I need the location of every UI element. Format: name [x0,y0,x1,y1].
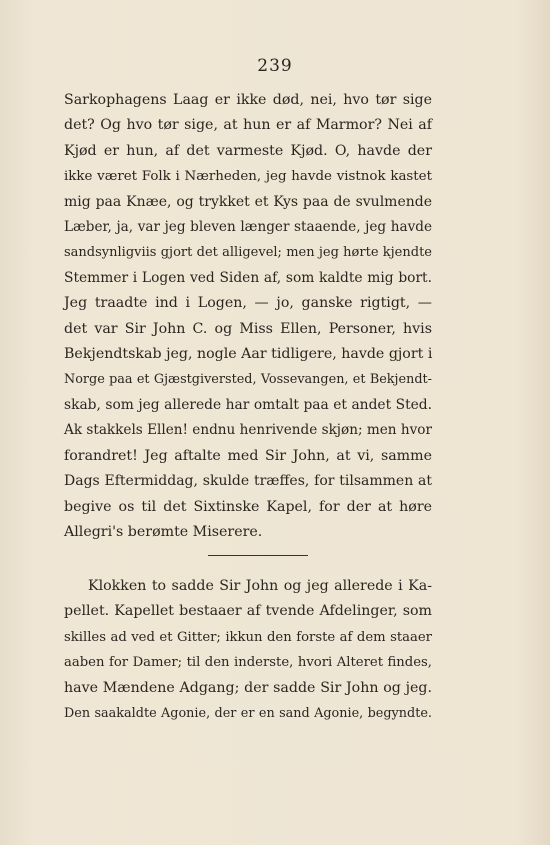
text-line: have Mændene Adgang; der sadde Sir John og jeg. [64,679,432,696]
text-line: ikke været Folk i Nærheden, jeg havde vistnok kastet [64,169,432,185]
text-line: det? Og hvo tør sige, at hun er af Marmor? Nei af [64,117,432,134]
text-line: Stemmer i Logen ved Siden af, som kaldte mig bort. [64,269,432,286]
text-line: Allegri's berømte Miserere. [64,523,263,540]
section-divider [208,555,308,556]
text-line: Læber, ja, var jeg bleven længer staaende, jeg havde [64,219,432,236]
text-line: begive os til det Sixtinske Kapel, for der at høre [64,498,432,515]
text-line: skilles ad ved et Gitter; ikkun den forste af dem staaer [64,629,432,645]
text-line: pellet. Kapellet bestaaer af tvende Afdelinger, som [64,603,432,620]
text-line: Dags Eftermiddag, skulde træffes, for tilsammen at [64,473,432,490]
text-line: Bekjendtskab jeg, nogle Aar tidligere, havde gjort i [64,346,433,363]
text-line: sandsynligviis gjort det alligevel; men jeg hørte kjendte [64,245,432,261]
text-line: skab, som jeg allerede har omtalt paa et andet Sted. [64,396,432,413]
text-line: mig paa Knæe, og trykket et Kys paa de svulmende [64,193,432,210]
text-line: det var Sir John C. og Miss Ellen, Personer, hvis [64,320,432,337]
paragraph-1 [64,88,432,545]
text-line: Klokken to sadde Sir John og jeg allerede i Ka- [88,578,432,594]
text-line: Norge paa et Gjæstgiversted, Vossevangen, et Bekjendt- [64,372,432,388]
text-line: Jeg traadte ind i Logen, — jo, ganske rigtigt, — [64,295,432,312]
text-line: Sarkophagens Laag er ikke død, nei, hvo tør sige [64,92,432,108]
page-number: 239 [257,56,293,76]
text-line: Kjød er hun, af det varmeste Kjød. O, havde der [64,142,432,159]
text-line: aaben for Damer; til den inderste, hvori Alteret findes, [64,655,432,671]
text-line: forandret! Jeg aftalte med Sir John, at vi, samme [64,447,432,464]
text-line: Den saakaldte Agonie, der er en sand Agonie, begyndte. [64,706,432,722]
text-line: Ak stakkels Ellen! endnu henrivende skjøn; men hvor [64,422,432,439]
paragraph-2 [64,574,432,726]
